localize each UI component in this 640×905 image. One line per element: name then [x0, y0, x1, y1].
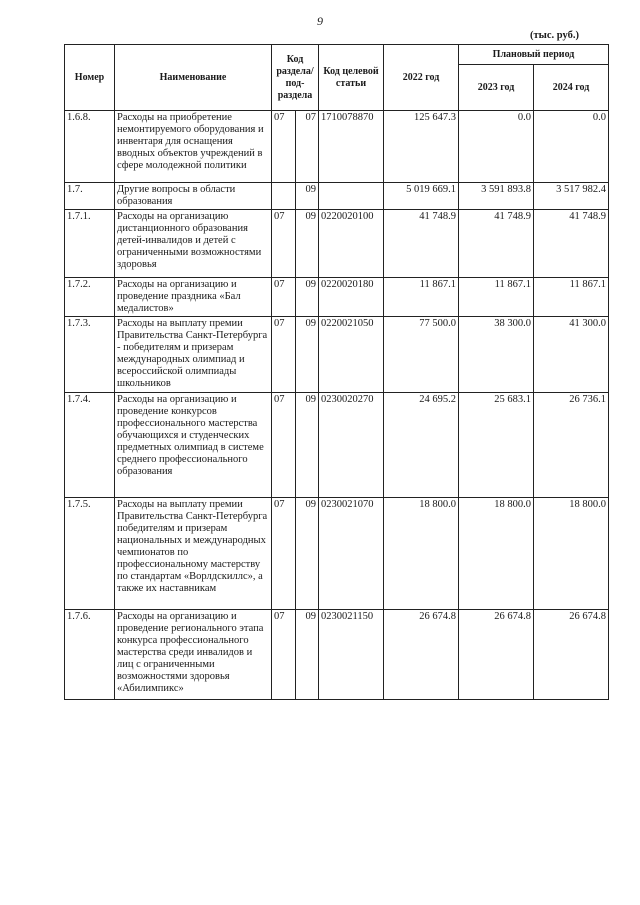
row-number: 1.7.3. [65, 317, 115, 393]
table-row [65, 278, 609, 317]
row-amount-2024: 41 300.0 [534, 317, 609, 393]
row-amount-2024: 3 517 982.4 [534, 183, 609, 210]
header-section-code: Код раздела/ под- раздела [272, 45, 319, 111]
row-section-code: 07 [272, 610, 296, 700]
row-section-code: 07 [272, 498, 296, 610]
row-number: 1.6.8. [65, 111, 115, 183]
table-row [65, 317, 609, 393]
row-name: Расходы на организацию дистанционного образования детей-инвалидов и детей с ограниченными возможностями здоровья [115, 210, 272, 278]
row-subsection-code: 07 [296, 111, 319, 183]
row-subsection-code: 09 [296, 610, 319, 700]
row-amount-2023: 11 867.1 [459, 278, 534, 317]
row-name: Расходы на выплату премии Правительства Санкт-Петербурга - победителям и призерам международных олимпиад и всероссийской олимпиады школьников [115, 317, 272, 393]
row-article-code: 0230021070 [319, 498, 384, 610]
row-number: 1.7.1. [65, 210, 115, 278]
table-row [65, 498, 609, 610]
row-amount-2023: 41 748.9 [459, 210, 534, 278]
header-year-2023: 2023 год [459, 65, 534, 111]
table-row [65, 610, 609, 700]
table-row [65, 210, 609, 278]
row-section-code: 07 [272, 278, 296, 317]
row-subsection-code: 09 [296, 393, 319, 498]
row-article-code [319, 183, 384, 210]
row-subsection-code: 09 [296, 317, 319, 393]
row-number: 1.7.6. [65, 610, 115, 700]
row-amount-2022: 5 019 669.1 [384, 183, 459, 210]
row-amount-2024: 0.0 [534, 111, 609, 183]
row-article-code: 0230020270 [319, 393, 384, 498]
header-year-2022: 2022 год [384, 45, 459, 111]
row-name: Расходы на организацию и проведение праздника «Бал медалистов» [115, 278, 272, 317]
row-section-code: 07 [272, 111, 296, 183]
row-article-code: 0220020180 [319, 278, 384, 317]
row-article-code: 1710078870 [319, 111, 384, 183]
row-name: Расходы на приобретение немонтируемого оборудования и инвентаря для оснащения вводных объектов учреждений в сфере молодежной политики [115, 111, 272, 183]
header-name: Наименование [115, 45, 272, 111]
row-name: Расходы на организацию и проведение регионального этапа конкурса профессионального мастерства среди инвалидов и лиц с ограниченными возможностями здоровья «Абилимпикс» [115, 610, 272, 700]
row-name: Расходы на выплату премии Правительства Санкт-Петербурга победителям и призерам национальных и международных чемпионатов по профессиональному мастерству по стандартам «Ворлдскиллс», а также их наставникам [115, 498, 272, 610]
row-amount-2024: 26 736.1 [534, 393, 609, 498]
row-amount-2024: 41 748.9 [534, 210, 609, 278]
row-amount-2024: 18 800.0 [534, 498, 609, 610]
row-amount-2023: 25 683.1 [459, 393, 534, 498]
row-amount-2022: 24 695.2 [384, 393, 459, 498]
row-article-code: 0230021150 [319, 610, 384, 700]
row-number: 1.7.2. [65, 278, 115, 317]
row-section-code: 07 [272, 317, 296, 393]
units-label: (тыс. руб.) [530, 30, 579, 41]
row-amount-2022: 26 674.8 [384, 610, 459, 700]
row-amount-2022: 11 867.1 [384, 278, 459, 317]
row-amount-2022: 125 647.3 [384, 111, 459, 183]
row-amount-2024: 11 867.1 [534, 278, 609, 317]
budget-table [64, 44, 609, 700]
row-number: 1.7. [65, 183, 115, 210]
row-name: Расходы на организацию и проведение конкурсов профессионального мастерства обучающихся и студенческих предметных олимпиад в системе среднего профессионального образования [115, 393, 272, 498]
table-row [65, 111, 609, 183]
row-amount-2023: 18 800.0 [459, 498, 534, 610]
page-number: 9 [317, 14, 323, 28]
row-article-code: 0220021050 [319, 317, 384, 393]
row-number: 1.7.4. [65, 393, 115, 498]
row-amount-2023: 3 591 893.8 [459, 183, 534, 210]
row-section-code: 07 [272, 210, 296, 278]
table-row [65, 183, 609, 210]
row-amount-2022: 18 800.0 [384, 498, 459, 610]
header-number: Номер [65, 45, 115, 111]
header-planning-period: Плановый период [459, 45, 609, 65]
row-amount-2023: 38 300.0 [459, 317, 534, 393]
header-article-code: Код целевой статьи [319, 45, 384, 111]
row-section-code [272, 183, 296, 210]
row-subsection-code: 09 [296, 498, 319, 610]
row-subsection-code: 09 [296, 210, 319, 278]
row-section-code: 07 [272, 393, 296, 498]
row-subsection-code: 09 [296, 278, 319, 317]
row-name: Другие вопросы в области образования [115, 183, 272, 210]
row-article-code: 0220020100 [319, 210, 384, 278]
row-amount-2023: 26 674.8 [459, 610, 534, 700]
row-amount-2022: 77 500.0 [384, 317, 459, 393]
row-amount-2023: 0.0 [459, 111, 534, 183]
header-year-2024: 2024 год [534, 65, 609, 111]
row-subsection-code: 09 [296, 183, 319, 210]
row-number: 1.7.5. [65, 498, 115, 610]
row-amount-2022: 41 748.9 [384, 210, 459, 278]
row-amount-2024: 26 674.8 [534, 610, 609, 700]
table-row [65, 393, 609, 498]
